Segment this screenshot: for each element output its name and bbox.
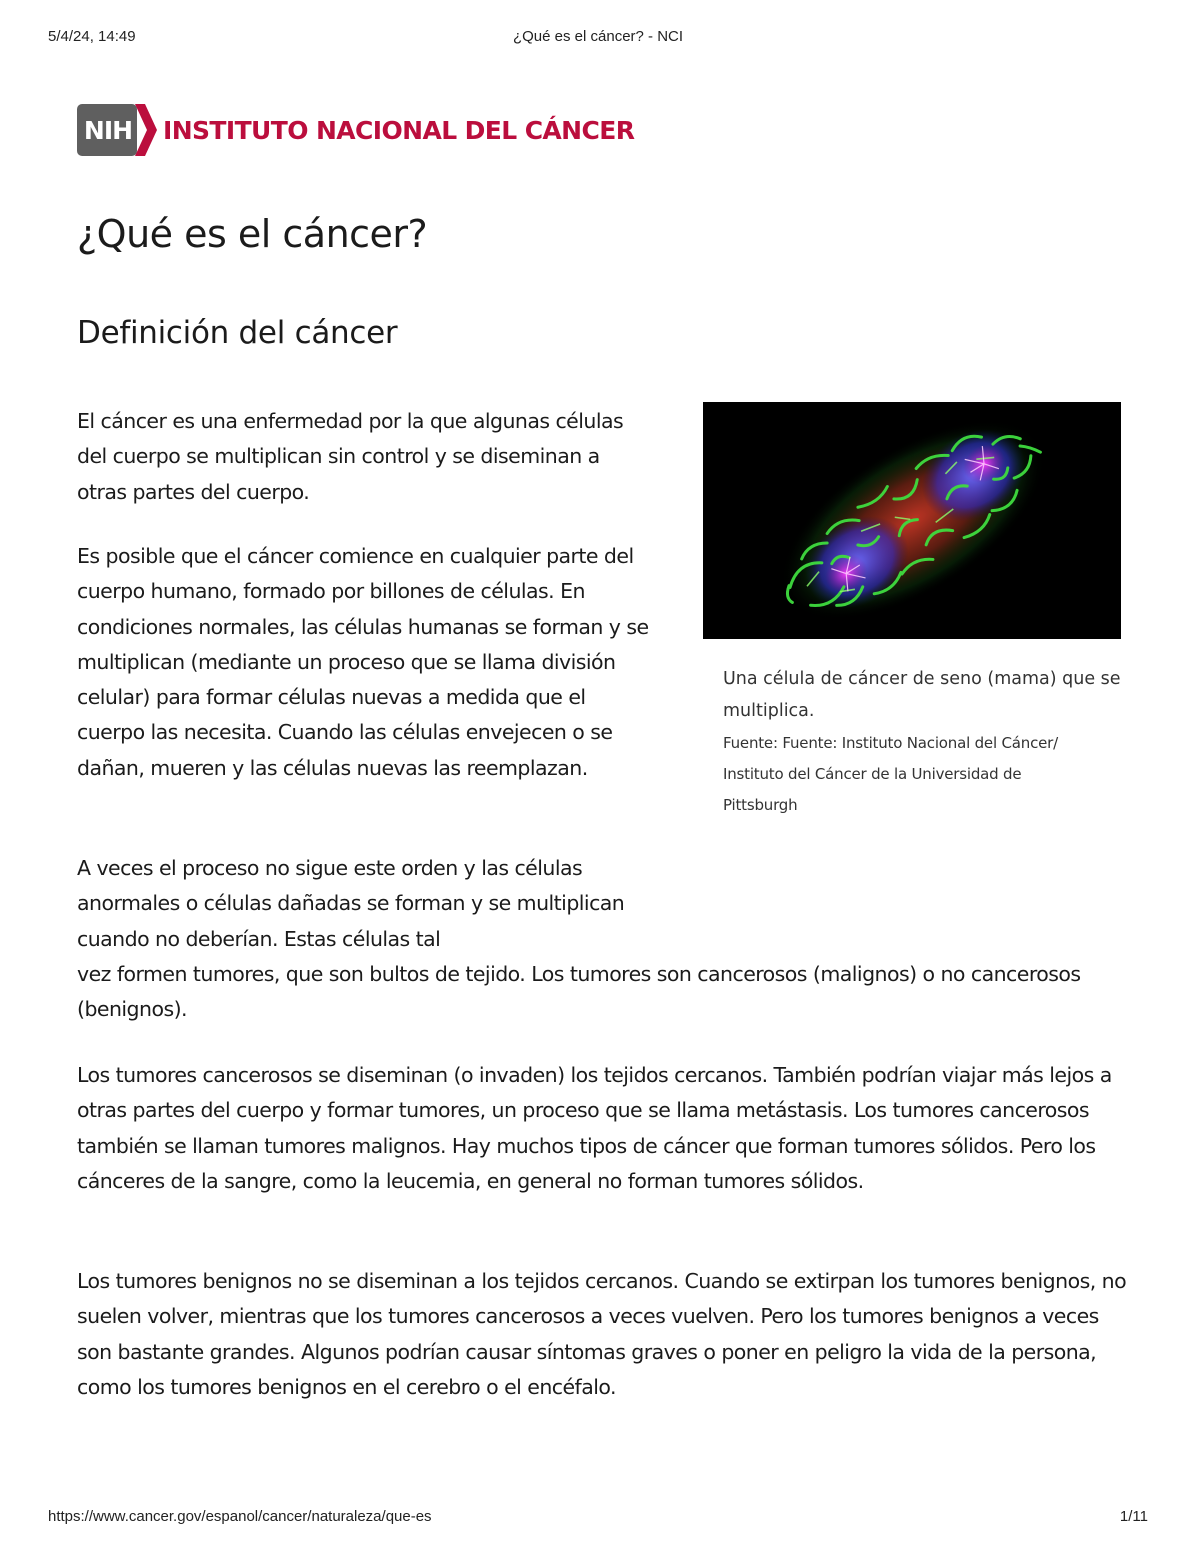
paragraph-abnormal-cells: A veces el proceso no sigue este orden y las células anormales o células dañadas se forman y se multiplican cuando no deberían. Estas células tal <box>77 856 625 951</box>
figure-caption: Una célula de cáncer de seno (mama) que se multiplica. <box>723 669 1121 721</box>
print-page-title: ¿Qué es el cáncer? - NCI <box>512 28 684 45</box>
nih-mark-text: NIH <box>83 115 133 145</box>
paragraph-benign-tumors: Los tumores benignos no se diseminan a los tejidos cercanos. Cuando se extirpan los tumores benignos, no suelen volver, mientras que los tumores cancerosos a veces vuelven. Pero los tumores benignos a veces son bastante grandes. Algunos podrían causar síntomas graves o poner en peligro la vida de la persona, como los tumores benignos en el cerebro o el encéfalo. <box>77 1269 1127 1399</box>
print-header <box>48 28 1148 48</box>
logo-title: INSTITUTO NACIONAL DEL CÁNCER <box>163 115 635 145</box>
section-title: Definición del cáncer <box>77 315 398 351</box>
figure-credit: Fuente: Fuente: Instituto Nacional del Cáncer/ Instituto del Cáncer de la Universidad de Pittsburgh <box>723 734 1058 814</box>
print-url: https://www.cancer.gov/espanol/cancer/naturaleza/que-es <box>48 1508 432 1525</box>
cancer-cell-image <box>703 402 1121 639</box>
nci-logo[interactable] <box>77 104 634 156</box>
print-datetime: 5/4/24, 14:49 <box>48 28 136 45</box>
nih-logo-icon <box>77 104 159 156</box>
paragraph-cell-division: Es posible que el cáncer comience en cualquier parte del cuerpo humano, formado por billones de células. En condiciones normales, las células humanas se forman y se multiplican (mediante un proceso que se llama división celular) para formar células nuevas a medida que el cuerpo las necesita. Cuando las células envejecen o se dañan, mueren y las células nuevas las reemplazan. <box>77 544 649 780</box>
dividing-cell-micrograph <box>703 402 1121 639</box>
print-page-number: 1/11 <box>1119 1508 1148 1525</box>
print-footer <box>48 1508 1148 1528</box>
paragraph-abnormal-cells-continued: vez formen tumores, que son bultos de tejido. Los tumores son cancerosos (malignos) o no cancerosos (benignos). <box>77 962 1081 1022</box>
page-title: ¿Qué es el cáncer? <box>77 212 428 256</box>
paragraph-malignant-tumors: Los tumores cancerosos se diseminan (o invaden) los tejidos cercanos. También podrían viajar más lejos a otras partes del cuerpo y formar tumores, un proceso que se llama metástasis. Los tumores cancerosos también se llaman tumores malignos. Hay muchos tipos de cáncer que forman tumores sólidos. Pero los cánceres de la sangre, como la leucemia, en general no forman tumores sólidos. <box>77 1063 1112 1193</box>
paragraph-definition: El cáncer es una enfermedad por la que algunas células del cuerpo se multiplican sin control y se diseminan a otras partes del cuerpo. <box>77 409 624 504</box>
